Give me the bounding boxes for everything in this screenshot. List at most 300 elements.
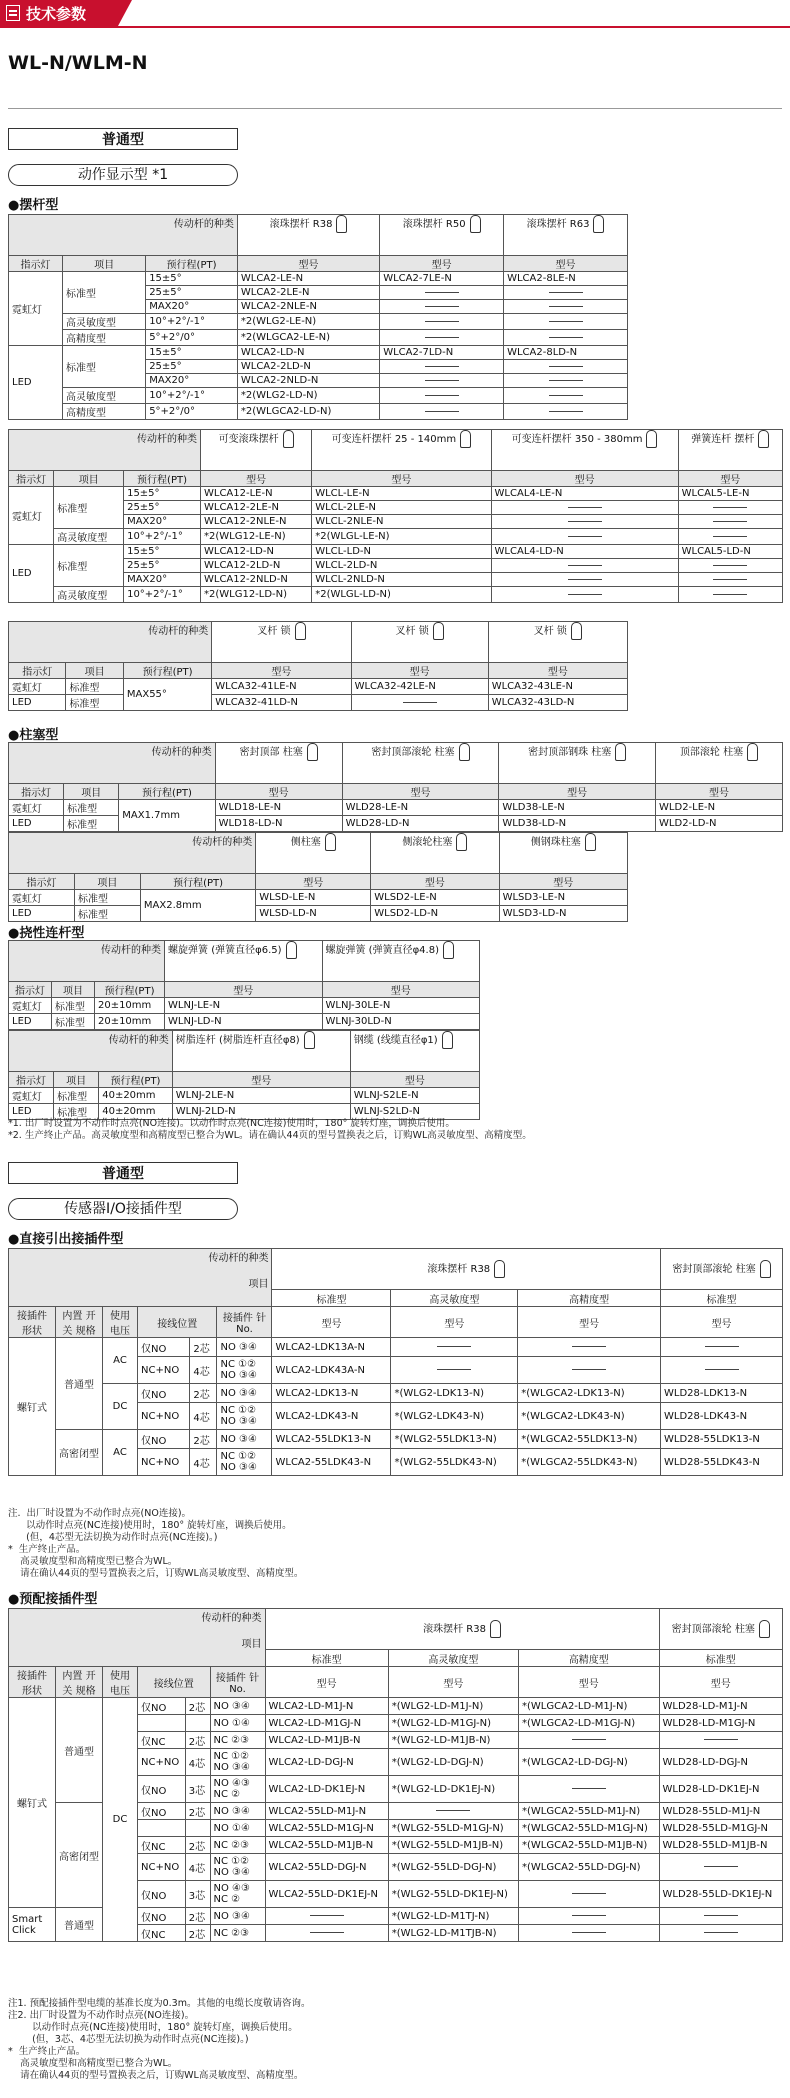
table-row — [9, 529, 783, 545]
table-cell: 15±5° — [146, 272, 238, 286]
table-cell: WLCL-2NLE-N — [312, 515, 491, 529]
table-cell: 普通型 — [56, 1338, 103, 1430]
dash-line — [403, 702, 437, 703]
table-cell: WLCAL4-LD-N — [491, 545, 678, 559]
col-model: 型号 — [165, 982, 322, 998]
dash-line — [425, 321, 459, 322]
head-coil-spring-48: 螺旋弹簧 (弹簧直径φ4.8) — [322, 941, 480, 982]
table-cell: 4芯 — [185, 1854, 210, 1881]
table-cell: WLCL-2LD-N — [312, 559, 491, 573]
coil-spring-icon — [443, 941, 454, 959]
table-cell: WLCAL5-LD-N — [678, 545, 782, 559]
table-cell: *(WLGCA2-LD-M1GJ-N) — [519, 1715, 660, 1732]
dash-line — [572, 1932, 606, 1933]
table-cell: NC+NO — [138, 1449, 190, 1476]
table-row — [9, 545, 783, 559]
table-cell: NO ④③ NC ② — [210, 1881, 265, 1908]
direct-connector-table — [8, 1248, 783, 1476]
actuator-header: 传动杆的种类 — [9, 622, 212, 663]
table-cell: WLCA2-LDK43A-N — [272, 1357, 391, 1384]
table-cell: WLD28-LD-M1J-N — [659, 1698, 782, 1715]
table-cell: NC ②③ — [210, 1732, 265, 1749]
note-line: 注2. 出厂时设置为不动作时点亮(NO连接)。 — [8, 2010, 195, 2021]
empty-cell — [659, 1925, 782, 1942]
roller-lever-icon — [494, 1260, 505, 1278]
head-adjustable-roller: 可变滚珠摆杆 — [200, 430, 311, 471]
head-r63: 滚珠摆杆 R63 — [504, 215, 628, 256]
section-io-connector: 传感器I/O接插件型 — [8, 1198, 238, 1220]
empty-cell — [504, 388, 628, 404]
head-sealed-roller: 密封顶部滚轮 柱塞 — [342, 743, 499, 784]
side-plunger-icon — [325, 833, 336, 851]
table-cell: *(WLG2-LD-M1GJ-N) — [388, 1715, 518, 1732]
col-model: 型号 — [388, 1667, 518, 1698]
table-cell: 4芯 — [190, 1357, 217, 1384]
empty-cell — [659, 1732, 782, 1749]
table-cell: WLCA2-LDK43-N — [272, 1403, 391, 1430]
table-row — [9, 998, 480, 1014]
table-cell: WLCAL4-LE-N — [491, 487, 678, 501]
header-rule — [0, 26, 790, 28]
dash-line — [713, 594, 747, 595]
table-cell: WLCA2-8LE-N — [504, 272, 628, 286]
actuator-header: 传动杆的种类 — [9, 430, 201, 471]
empty-cell — [380, 404, 504, 420]
dash-line — [568, 536, 602, 537]
section-indicator: 动作显示型 *1 — [8, 164, 238, 186]
dash-line — [549, 380, 583, 381]
lever-icon — [460, 430, 471, 448]
dash-line — [549, 411, 583, 412]
table-cell: WLSD-LD-N — [256, 906, 371, 922]
table-cell: WLD38-LE-N — [499, 800, 656, 816]
table-cell: WLCL-LE-N — [312, 487, 491, 501]
table-cell: WLCA32-42LE-N — [351, 679, 488, 695]
table-cell: MAX20° — [146, 374, 238, 388]
head-fork-2: 叉杆 锁 — [351, 622, 488, 663]
table-cell: 标准型 — [63, 272, 146, 314]
empty-cell — [678, 529, 782, 545]
table-cell: *(WLGCA2-55LDK13-N) — [518, 1430, 661, 1449]
table-cell: WLCA2-LD-M1J-N — [265, 1698, 388, 1715]
table-cell: LED — [9, 1104, 54, 1120]
table-cell: 2芯 — [185, 1803, 210, 1820]
table-row — [9, 1088, 480, 1104]
note-line: *1. 出厂时设置为不动作时点亮(NO连接)。以动作时点亮(NC连接)使用时，180° 旋转灯座，调换后使用。 — [8, 1118, 455, 1129]
table-cell: *2(WLG12-LD-N) — [200, 587, 311, 603]
note-line: 注1. 预配接插件型电缆的基准长度为0.3m。其他的电缆长度敬请咨询。 — [8, 1998, 311, 2009]
table-cell: 仅NO — [138, 1698, 186, 1715]
table-cell: *(WLGCA2-55LD-DGJ-N) — [519, 1854, 660, 1881]
col-model: 型号 — [200, 471, 311, 487]
table-cell: WLNJ-S2LD-N — [350, 1104, 479, 1120]
table-cell: WLCA2-LD-M1GJ-N — [265, 1715, 388, 1732]
table-cell: *2(WLG2-LE-N) — [237, 314, 379, 330]
table-cell: Smart Click — [9, 1908, 56, 1942]
table-cell: 2芯 — [185, 1837, 210, 1854]
head-wire: 钢缆 (线缆直径φ1) — [350, 1031, 479, 1072]
table-cell: MAX20° — [124, 515, 201, 529]
col-shape: 接插件 形状 — [9, 1667, 56, 1698]
col-item: 项目 — [54, 1072, 99, 1088]
table-cell: 螺钉式 — [9, 1338, 56, 1476]
dash-line — [713, 521, 747, 522]
table-cell: NC ①② NO ③④ — [210, 1854, 265, 1881]
table-cell: LED — [9, 816, 64, 832]
table-cell: 3芯 — [185, 1776, 210, 1803]
fork-lever-icon — [295, 622, 306, 640]
table-cell: *(WLGCA2-55LD-M1JB-N) — [519, 1837, 660, 1854]
dash-line — [425, 380, 459, 381]
empty-cell — [380, 300, 504, 314]
empty-cell — [380, 388, 504, 404]
table-cell: 标准型 — [63, 346, 146, 388]
table-cell: 25±5° — [146, 360, 238, 374]
col-model: 型号 — [272, 1307, 391, 1338]
col-model: 型号 — [312, 471, 491, 487]
actuator-header: 传动杆的种类 项目 — [9, 1249, 272, 1307]
col-indicator: 指示灯 — [9, 1072, 54, 1088]
actuator-header: 传动杆的种类 — [9, 941, 165, 982]
dash-line — [568, 565, 602, 566]
table-cell: 霓虹灯 — [9, 487, 54, 545]
table-cell: WLCA2-LD-DGJ-N — [265, 1749, 388, 1776]
col-inner: 内置 开关 规格 — [56, 1307, 103, 1338]
col-pos: 接线位置 — [138, 1307, 217, 1338]
col-item: 项目 — [74, 874, 140, 890]
table-row — [9, 1338, 783, 1357]
dash-line — [568, 507, 602, 508]
col-pt: 预行程(PT) — [146, 256, 238, 272]
table-cell: *(WLGCA2-LD-M1J-N) — [519, 1698, 660, 1715]
dash-line — [437, 1369, 471, 1370]
empty-cell — [504, 286, 628, 300]
table-cell: 标准型 — [74, 890, 140, 906]
table-cell: 高精度型 — [63, 330, 146, 346]
empty-cell — [265, 1908, 388, 1925]
table-row — [9, 1384, 783, 1403]
col-model: 型号 — [322, 982, 480, 998]
dash-line — [704, 1739, 738, 1740]
notes-1 — [8, 1118, 532, 1142]
empty-cell — [491, 501, 678, 515]
dash-line — [572, 1346, 606, 1347]
col-item: 项目 — [54, 471, 124, 487]
table-cell: 霓虹灯 — [9, 272, 63, 346]
empty-cell — [491, 559, 678, 573]
table-row — [9, 404, 628, 420]
table-cell: LED — [9, 545, 54, 603]
table-cell: NC ①② NO ③④ — [217, 1403, 272, 1430]
table-cell: *(WLGCA2-LDK43-N) — [518, 1403, 661, 1430]
table-row — [9, 272, 628, 286]
table-cell: *(WLG2-LD-M1TJ-N) — [388, 1908, 518, 1925]
plunger-icon — [747, 743, 758, 761]
head-side-roller: 侧滚轮柱塞 — [371, 833, 499, 874]
table-cell: 仅NO — [138, 1803, 186, 1820]
table-cell: 霓虹灯 — [9, 890, 75, 906]
table-cell: WLD28-LD-N — [342, 816, 499, 832]
table-cell: *2(WLGL-LD-N) — [312, 587, 491, 603]
table-cell: WLD2-LD-N — [656, 816, 783, 832]
table-cell: *2(WLGCA2-LE-N) — [237, 330, 379, 346]
table-cell: NO ③④ — [217, 1338, 272, 1357]
col-pin: 接插件 针No. — [210, 1667, 265, 1698]
empty-cell — [491, 573, 678, 587]
table-cell: WLCA2-55LD-DK1EJ-N — [265, 1881, 388, 1908]
note-line: 请在确认44页的型号置换表之后，订购WL高灵敏度型、高精度型。 — [8, 2070, 304, 2081]
table-cell: 仅NO — [138, 1776, 186, 1803]
table-cell — [138, 1820, 186, 1837]
dash-line — [549, 321, 583, 322]
empty-cell — [380, 360, 504, 374]
table-row — [9, 388, 628, 404]
table-cell: 仅NO — [138, 1908, 186, 1925]
table-cell — [185, 1820, 210, 1837]
table-cell: *(WLG2-55LD-M1JB-N) — [388, 1837, 518, 1854]
actuator-header: 传动杆的种类 — [9, 833, 256, 874]
table-cell: WLD38-LD-N — [499, 816, 656, 832]
table-cell: 螺钉式 — [9, 1698, 56, 1908]
empty-cell — [504, 300, 628, 314]
table-cell: NO ③④ — [217, 1430, 272, 1449]
head-fork-3: 叉杆 锁 — [488, 622, 627, 663]
heading-pre-wired: ●预配接插件型 — [8, 1592, 98, 1607]
dash-line — [425, 395, 459, 396]
table-cell: 15±5° — [146, 346, 238, 360]
dash-line — [713, 507, 747, 508]
plunger-icon — [459, 743, 470, 761]
table-cell: 15±5° — [124, 545, 201, 559]
table-cell: AC — [103, 1430, 138, 1476]
roller-lever-icon — [593, 215, 604, 233]
head-r38: 滚珠摆杆 R38 — [272, 1249, 661, 1290]
head-adjustable-rod-2: 可变连杆摆杆 350 - 380mm — [491, 430, 678, 471]
table-cell: MAX2.8mm — [140, 890, 255, 922]
heading-direct-connector: ●直接引出接插件型 — [8, 1232, 124, 1247]
table-cell: 高灵敏度型 — [54, 529, 124, 545]
empty-cell — [678, 573, 782, 587]
table-cell: WLSD3-LD-N — [499, 906, 627, 922]
table-cell: 仅NO — [138, 1338, 190, 1357]
empty-cell — [380, 374, 504, 388]
empty-cell — [504, 330, 628, 346]
table-cell: *2(WLGL-LE-N) — [312, 529, 491, 545]
plunger-icon — [615, 743, 626, 761]
table-cell: *2(WLG2-LD-N) — [237, 388, 379, 404]
col-shape: 接插件 形状 — [9, 1307, 56, 1338]
table-cell — [138, 1715, 186, 1732]
table-cell: WLCA2-LD-N — [237, 346, 379, 360]
table-cell: NC ②③ — [210, 1837, 265, 1854]
dash-line — [310, 1915, 344, 1916]
table-cell: WLNJ-2LE-N — [172, 1088, 350, 1104]
roller-lever-icon — [336, 215, 347, 233]
heading-flex-rod: ●挠性连杆型 — [8, 926, 85, 941]
col-item: 项目 — [66, 663, 123, 679]
note-line: 高灵敏度型和高精度型已整合为WL。 — [8, 2058, 178, 2069]
dash-line — [713, 579, 747, 580]
table-cell: 10°+2°/-1° — [124, 529, 201, 545]
col-volt: 使用 电压 — [103, 1307, 138, 1338]
table-cell: 15±5° — [124, 487, 201, 501]
spec-tab — [0, 0, 118, 26]
dash-line — [425, 306, 459, 307]
dash-line — [436, 1810, 470, 1811]
fork-lever-table — [8, 621, 628, 711]
table-cell: 仅NO — [138, 1384, 190, 1403]
lever-icon — [646, 430, 657, 448]
empty-cell — [519, 1925, 660, 1942]
table-cell: MAX1.7mm — [119, 800, 215, 832]
table-cell: 2芯 — [190, 1384, 217, 1403]
table-cell: 标准型 — [54, 545, 124, 587]
col-pos: 接线位置 — [138, 1667, 211, 1698]
col-model: 型号 — [488, 663, 627, 679]
table-cell: MAX20° — [124, 573, 201, 587]
wire-icon — [442, 1031, 453, 1049]
table-cell: 40±20mm — [99, 1088, 173, 1104]
head-seal: 密封顶部滚轮 柱塞 — [661, 1249, 783, 1290]
table-cell: WLSD-LE-N — [256, 890, 371, 906]
dash-line — [549, 337, 583, 338]
item-header: 项目 — [248, 1279, 269, 1290]
flex-rod-table-1 — [8, 940, 480, 1030]
table-cell: 25±5° — [124, 559, 201, 573]
table-cell: 普通型 — [56, 1908, 103, 1942]
table-cell: NC+NO — [138, 1403, 190, 1430]
empty-cell — [504, 374, 628, 388]
fork-lever-icon — [571, 622, 582, 640]
table-cell: WLD28-LD-DGJ-N — [659, 1749, 782, 1776]
table-cell: NC ②③ — [210, 1925, 265, 1942]
table-cell: WLCA2-55LD-M1J-N — [265, 1803, 388, 1820]
note-line: (但，4芯型无法切换为动作时点亮(NC连接)。) — [8, 1532, 218, 1543]
head-fork-1: 叉杆 锁 — [212, 622, 351, 663]
dash-line — [568, 521, 602, 522]
table-cell: WLCA32-41LD-N — [212, 695, 351, 711]
table-cell: WLCA32-41LE-N — [212, 679, 351, 695]
empty-cell — [351, 695, 488, 711]
table-cell: WLD18-LE-N — [215, 800, 342, 816]
table-row — [9, 346, 628, 360]
plunger-icon — [760, 1260, 771, 1278]
dash-line — [425, 411, 459, 412]
table-cell: NC ①② NO ③④ — [217, 1449, 272, 1476]
lever-icon — [283, 430, 294, 448]
empty-cell — [678, 559, 782, 573]
title-divider — [8, 108, 782, 109]
dash-line — [310, 1932, 344, 1933]
col-indicator: 指示灯 — [9, 982, 52, 998]
table-cell: 标准型 — [74, 906, 140, 922]
table-cell: 霓虹灯 — [9, 800, 64, 816]
side-plunger-icon — [456, 833, 467, 851]
table-cell: 10°+2°/-1° — [146, 388, 238, 404]
table-cell: 仅NC — [138, 1837, 186, 1854]
table-cell: 仅NO — [138, 1430, 190, 1449]
col-model: 型号 — [656, 784, 783, 800]
col-indicator: 指示灯 — [9, 256, 63, 272]
table-cell: WLNJ-LE-N — [165, 998, 322, 1014]
roller-lever-icon — [470, 215, 481, 233]
table-cell: *(WLG2-LD-M1JB-N) — [388, 1732, 518, 1749]
col-volt: 使用 电压 — [103, 1667, 138, 1698]
head-sealed-pin: 密封顶部 柱塞 — [215, 743, 342, 784]
col-indicator: 指示灯 — [9, 874, 75, 890]
table-cell: LED — [9, 906, 75, 922]
table-cell: LED — [9, 346, 63, 420]
table-cell: *(WLG2-LD-M1TJB-N) — [388, 1925, 518, 1942]
table-row — [9, 487, 783, 501]
table-row — [9, 695, 628, 711]
col-std: 标准型 — [661, 1290, 783, 1307]
head-sealed-ball: 密封顶部钢珠 柱塞 — [499, 743, 656, 784]
table-cell: WLCA2-2LD-N — [237, 360, 379, 374]
table-cell: WLCA32-43LD-N — [488, 695, 627, 711]
table-cell: 标准型 — [54, 1104, 99, 1120]
table-cell: WLCA2-55LDK43-N — [272, 1449, 391, 1476]
dash-line — [549, 292, 583, 293]
table-cell: 仅NC — [138, 1732, 186, 1749]
head-seal: 密封顶部滚轮 柱塞 — [659, 1609, 782, 1650]
empty-cell — [504, 314, 628, 330]
dash-line — [705, 1369, 739, 1370]
pre-wired-table — [8, 1608, 783, 1942]
empty-cell — [678, 587, 782, 603]
table-cell: WLD28-LDK13-N — [661, 1384, 783, 1403]
table-cell: 4芯 — [185, 1749, 210, 1776]
table-row — [9, 800, 783, 816]
dash-line — [572, 1788, 606, 1789]
table-cell: WLNJ-LD-N — [165, 1014, 322, 1030]
table-cell: 5°+2°/0° — [146, 330, 238, 346]
empty-cell — [518, 1338, 661, 1357]
table-cell: WLD28-LD-M1GJ-N — [659, 1715, 782, 1732]
table-cell: WLCA2-8LD-N — [504, 346, 628, 360]
table-cell: 2芯 — [190, 1430, 217, 1449]
empty-cell — [518, 1357, 661, 1384]
table-cell: WLNJ-30LE-N — [322, 998, 480, 1014]
table-cell: NO ①④ — [210, 1820, 265, 1837]
actuator-header: 传动杆的种类 — [9, 1031, 173, 1072]
table-cell: WLCA12-2NLD-N — [200, 573, 311, 587]
note-line: 注. 出厂时设置为不动作时点亮(NO连接)。 — [8, 1508, 192, 1519]
table-cell: NC ①② NO ③④ — [217, 1357, 272, 1384]
empty-cell — [504, 360, 628, 374]
table-cell: NC+NO — [138, 1854, 186, 1881]
table-cell: WLCA2-LDK13-N — [272, 1384, 391, 1403]
heading-plunger: ●柱塞型 — [8, 728, 59, 743]
head-adjustable-rod-1: 可变连杆摆杆 25 - 140mm — [312, 430, 491, 471]
table-cell: 40±20mm — [99, 1104, 173, 1120]
dash-line — [572, 1915, 606, 1916]
empty-cell — [504, 404, 628, 420]
head-coil-spring-65: 螺旋弹簧 (弹簧直径φ6.5) — [165, 941, 322, 982]
table-cell: NO ③④ — [217, 1384, 272, 1403]
table-cell: 霓虹灯 — [9, 998, 52, 1014]
table-cell: WLSD2-LD-N — [371, 906, 499, 922]
dash-line — [425, 337, 459, 338]
empty-cell — [678, 501, 782, 515]
table-cell: 5°+2°/0° — [146, 404, 238, 420]
col-model: 型号 — [172, 1072, 350, 1088]
section-normal-2: 普通型 — [8, 1162, 238, 1184]
empty-cell — [380, 330, 504, 346]
table-cell: *(WLGCA2-55LDK43-N) — [518, 1449, 661, 1476]
table-cell: 高精度型 — [63, 404, 146, 420]
col-indicator: 指示灯 — [9, 784, 64, 800]
